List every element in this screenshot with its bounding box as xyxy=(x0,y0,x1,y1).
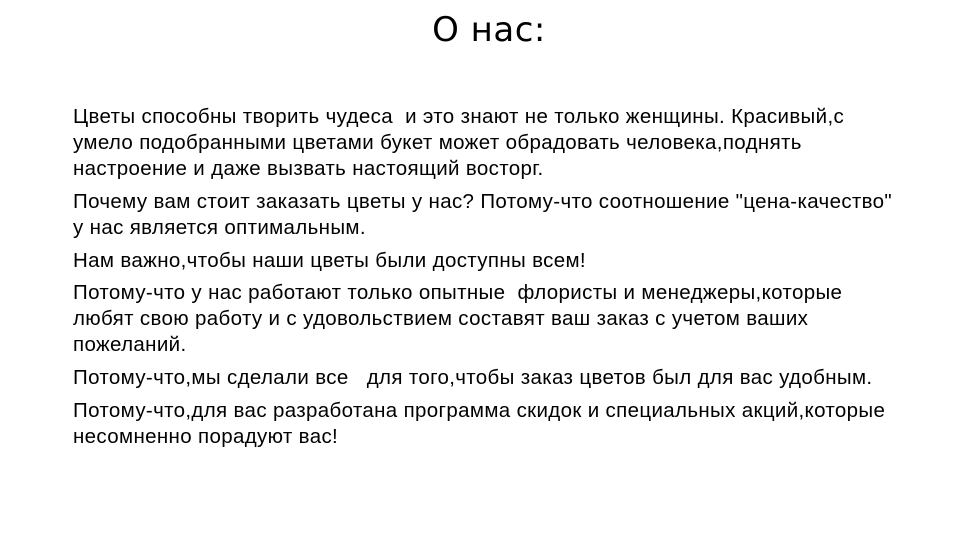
slide-title xyxy=(0,10,960,50)
paragraph-why-order: Почему вам стоит заказать цветы у нас? Потому-что соотношение "цена-качество" у нас является оптимальным. xyxy=(73,190,899,239)
paragraph-intro: Цветы способны творить чудеса и это знают не только женщины. Красивый,с умело подобранными цветами букет может обрадовать человека,поднять настроение и даже вызвать настоящий восторг. xyxy=(73,105,851,180)
slide-body xyxy=(73,104,899,457)
paragraph-florists: Потому-что у нас работают только опытные флористы и менеджеры,которые любят свою работу и с удовольствием составят ваш заказ с учетом ваших пожеланий. xyxy=(73,281,849,356)
paragraph-discounts: Потому-что,для вас разработана программа скидок и специальных акций,которые несомненно порадуют вас! xyxy=(73,399,892,448)
paragraph-convenience: Потому-что,мы сделали все для того,чтобы заказ цветов был для вас удобным. xyxy=(73,366,873,389)
paragraph-accessible: Нам важно,чтобы наши цветы были доступны всем! xyxy=(73,249,586,272)
slide-title-text: О нас: xyxy=(432,10,546,50)
